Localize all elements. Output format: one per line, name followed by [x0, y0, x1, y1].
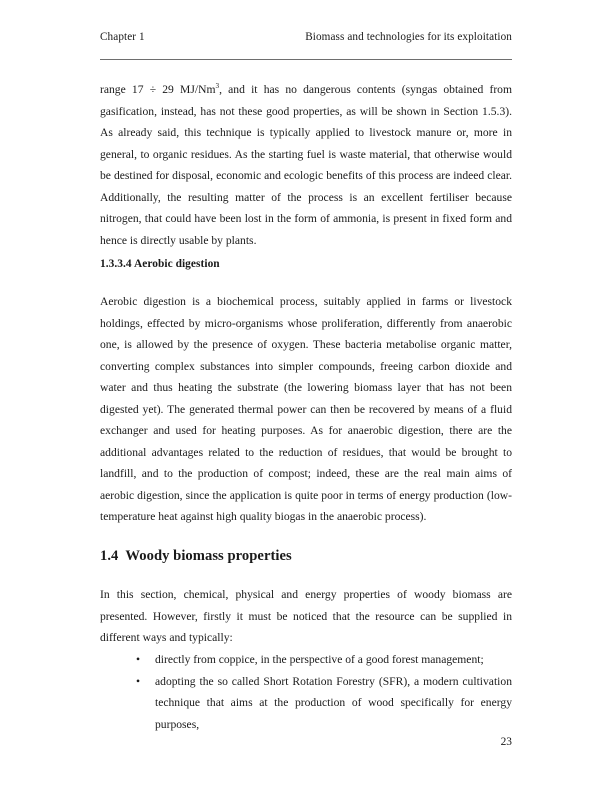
page-content — [100, 0, 512, 792]
list-item-text: adopting the so called Short Rotation Forestry (SFR), a modern cultivation technique that aims at the production of wood specifically for energy purposes, — [155, 674, 512, 731]
superscript-cubic-meter: 3 — [215, 82, 220, 91]
paragraph-anaerobic-continuation — [100, 79, 512, 251]
paragraph-text: In this section, chemical, physical and energy properties of woody biomass are presented. However, firstly it must be noticed that the resource can be supplied in different ways and typically: — [100, 588, 512, 644]
supply-methods-list — [100, 649, 512, 735]
header-chapter-label: Chapter 1 — [100, 31, 145, 43]
list-item — [100, 671, 512, 736]
running-header — [100, 30, 512, 45]
bullet-icon: • — [135, 653, 141, 666]
header-divider-rule — [100, 59, 512, 60]
section-heading-number: 1.4 — [100, 548, 119, 564]
list-item — [100, 649, 512, 671]
header-chapter-title: Biomass and technologies for its exploitation — [305, 31, 512, 43]
page-number-text: 23 — [500, 736, 512, 748]
subsection-heading-aerobic-digestion — [100, 256, 512, 272]
paragraph-text: Aerobic digestion is a biochemical process, suitably applied in farms or livestock holdings, effected by micro-organisms whose proliferation, differently from anaerobic one, is allowed by the presence of oxygen. These bacteria metabolise organic matter, converting complex substances into simpler compounds, freeing carbon dioxide and water and thus heating the substrate (the lowering biomass layer that has not been digested yet). The generated thermal power can then be recovered by means of a fluid exchanger and used for heating purposes. As for anaerobic digestion, there are the additional advantages related to the reduction of residues, that would be brought to landfill, and to the production of compost; indeed, these are the real main aims of aerobic digestion, since the application is quite poor in terms of energy production (low-temperature heat against high quality biogas in the anaerobic process). — [100, 295, 512, 523]
paragraph-woody-biomass-intro — [100, 584, 512, 649]
subsection-heading-text: 1.3.3.4 Aerobic digestion — [100, 258, 220, 270]
section-heading-text: Woody biomass properties — [125, 548, 292, 564]
paragraph-aerobic-digestion — [100, 291, 512, 528]
bullet-icon: • — [135, 674, 141, 688]
paragraph-segment-before-superscript: range 17 ÷ 29 MJ/Nm — [100, 83, 216, 96]
section-heading-woody-biomass-properties — [100, 546, 512, 566]
list-item-text: directly from coppice, in the perspective of a good forest management; — [155, 653, 484, 666]
paragraph-text — [100, 79, 512, 251]
paragraph-segment-after-superscript: , and it has no dangerous contents (syngas obtained from gasification, instead, has not these good properties, as will be shown in Section 1.5.3). As already said, this technique is typically applied to livestock manure or, more in general, to organic residues. As the starting fuel is waste material, that otherwise would be destined for disposal, economic and ecologic benefits of this process are indeed clear. Additionally, the resulting matter of the process is an excellent fertiliser because nitrogen, that could have been lost in the form of ammonia, is present in fixed form and hence is directly usable by plants. — [100, 83, 512, 247]
page-number — [100, 735, 512, 750]
